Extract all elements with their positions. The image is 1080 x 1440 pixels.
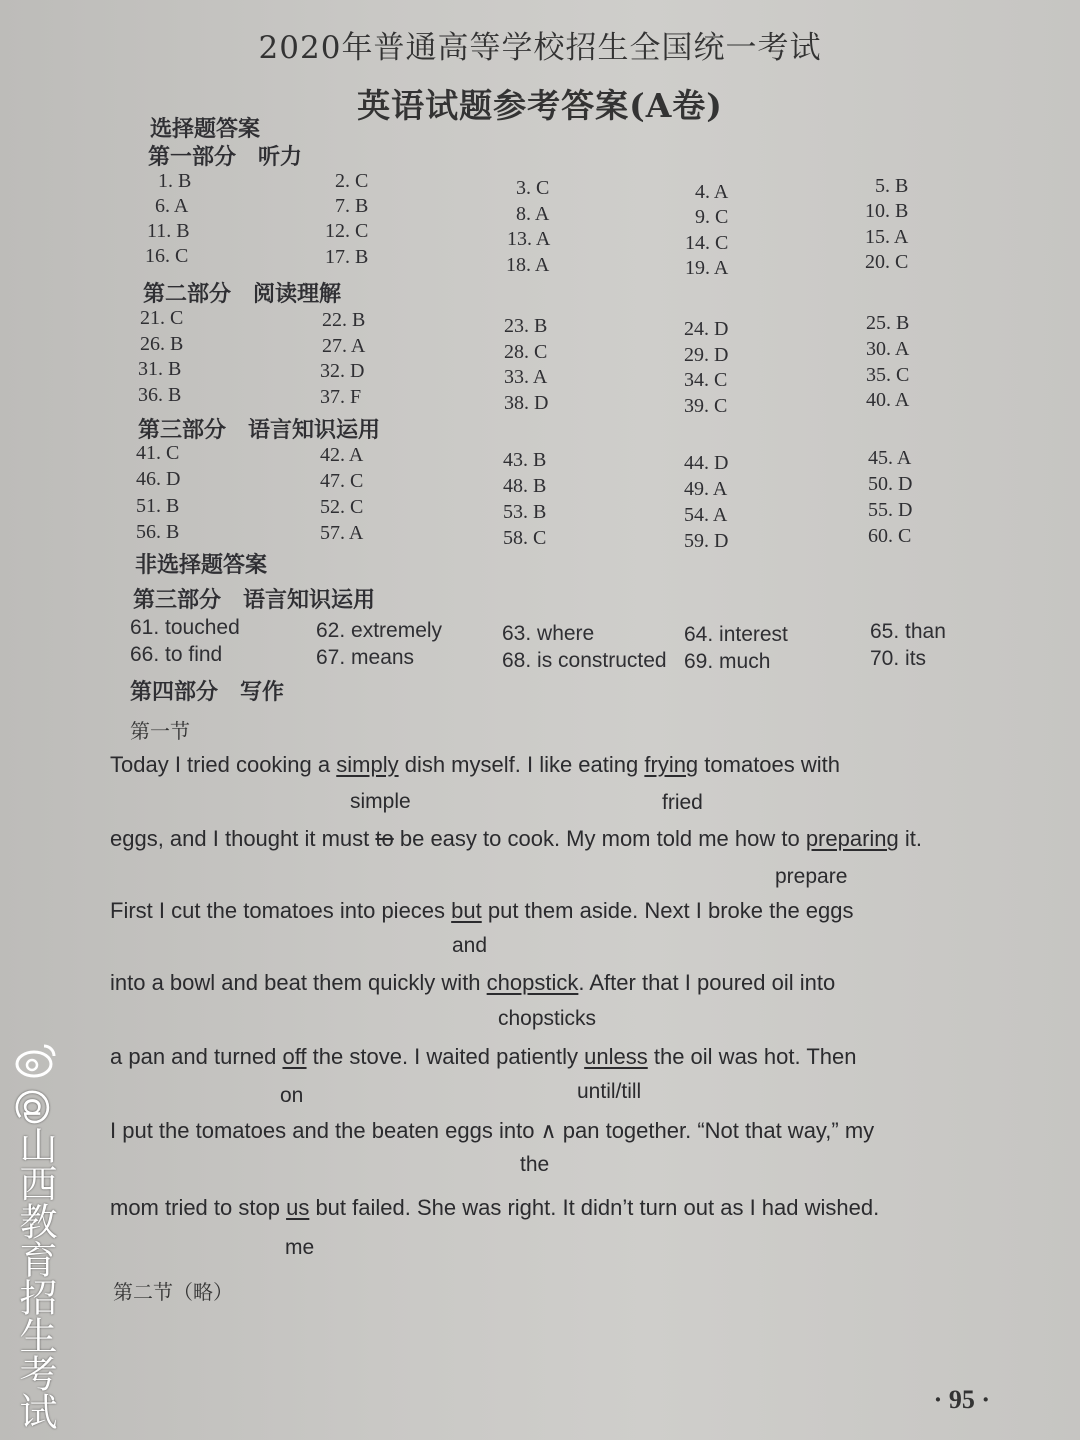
essay-text: . After that I poured oil into bbox=[578, 970, 836, 995]
error-word: but bbox=[451, 898, 482, 923]
answer-item: 24. D bbox=[684, 318, 729, 340]
essay-line-7 bbox=[110, 1195, 910, 1221]
answer-item: 45. A bbox=[868, 447, 912, 469]
essay-line-6 bbox=[110, 1118, 910, 1144]
correction: until/till bbox=[577, 1080, 642, 1103]
essay-text: tomatoes with bbox=[698, 752, 841, 777]
essay-line-3 bbox=[110, 898, 910, 924]
correction: prepare bbox=[775, 865, 848, 888]
part1-heading: 第一部分 听力 bbox=[148, 145, 303, 170]
answer-item: 63. where bbox=[502, 622, 595, 645]
answer-item: 68. is constructed bbox=[502, 649, 667, 672]
choice-heading: 选择题答案 bbox=[150, 117, 261, 142]
part2-heading: 第二部分 阅读理解 bbox=[143, 282, 342, 307]
answer-item: 51. B bbox=[136, 495, 180, 517]
answer-item: 33. A bbox=[504, 366, 548, 388]
answer-item: 53. B bbox=[503, 501, 547, 523]
answer-item: 52. C bbox=[320, 496, 364, 518]
error-word: simply bbox=[336, 752, 399, 777]
answer-item: 8. A bbox=[516, 203, 550, 225]
watermark-text: @山西教育招生考试 bbox=[13, 1088, 57, 1430]
correction: chopsticks bbox=[498, 1007, 597, 1030]
answer-item: 27. A bbox=[322, 335, 366, 357]
answer-item: 40. A bbox=[866, 389, 910, 411]
essay-line-4 bbox=[110, 970, 910, 996]
weibo-icon bbox=[14, 1040, 58, 1080]
answer-item: 20. C bbox=[865, 251, 909, 273]
essay-text: the stove. I waited patiently bbox=[306, 1044, 585, 1069]
answer-item: 57. A bbox=[320, 522, 364, 544]
page-number: · 95 · bbox=[933, 1385, 990, 1414]
answer-item: 42. A bbox=[320, 444, 364, 466]
section2-heading: 第二节（略） bbox=[113, 1280, 233, 1304]
insert-caret-icon: ∧ bbox=[540, 1118, 557, 1143]
answer-item: 14. C bbox=[685, 232, 729, 254]
answer-item: 39. C bbox=[684, 395, 728, 417]
error-word: off bbox=[282, 1044, 307, 1069]
correction: the bbox=[520, 1153, 550, 1176]
answer-item: 6. A bbox=[155, 195, 189, 217]
answer-item: 61. touched bbox=[130, 616, 240, 639]
answer-item: 18. A bbox=[506, 254, 550, 276]
answer-item: 54. A bbox=[684, 504, 728, 526]
answer-item: 7. B bbox=[335, 195, 369, 217]
answer-item: 25. B bbox=[866, 312, 910, 334]
correction: simple bbox=[350, 790, 411, 813]
correction: me bbox=[285, 1236, 315, 1259]
answer-item: 35. C bbox=[866, 364, 910, 386]
answer-item: 60. C bbox=[868, 525, 912, 547]
answer-item: 10. B bbox=[865, 200, 909, 222]
error-word: chopstick bbox=[486, 970, 579, 995]
exam-title: 2020年普通高等学校招生全国统一考试 bbox=[258, 30, 822, 66]
answer-item: 29. D bbox=[684, 344, 729, 366]
section1-heading: 第一节 bbox=[130, 719, 190, 743]
essay-line-5 bbox=[110, 1044, 910, 1070]
essay-text: but failed. She was right. It didn’t turn out as I had wished. bbox=[309, 1195, 880, 1220]
error-word: preparing bbox=[805, 826, 899, 851]
essay-text: into a bowl and beat them quickly with bbox=[110, 970, 487, 995]
essay-text: First I cut the tomatoes into pieces bbox=[110, 898, 452, 923]
essay-text: mom tried to stop bbox=[110, 1195, 287, 1220]
answer-item: 30. A bbox=[866, 338, 910, 360]
answer-item: 12. C bbox=[325, 220, 369, 242]
answer-item: 56. B bbox=[136, 521, 180, 543]
answer-item: 62. extremely bbox=[316, 619, 443, 642]
deleted-word: to bbox=[375, 826, 394, 851]
answer-item: 49. A bbox=[684, 478, 728, 500]
error-word: unless bbox=[584, 1044, 648, 1069]
answer-item: 4. A bbox=[695, 181, 729, 203]
answer-item: 67. means bbox=[316, 646, 415, 669]
essay-text: it. bbox=[898, 826, 922, 851]
answer-item: 16. C bbox=[145, 245, 189, 267]
answer-item: 41. C bbox=[136, 442, 180, 464]
answer-item: 31. B bbox=[138, 358, 182, 380]
essay-text: the oil was hot. Then bbox=[647, 1044, 857, 1069]
answer-item: 70. its bbox=[870, 647, 927, 670]
answer-item: 5. B bbox=[875, 175, 909, 197]
correction: on bbox=[280, 1084, 304, 1107]
essay-text: a pan and turned bbox=[110, 1044, 283, 1069]
answer-item: 2. C bbox=[335, 170, 369, 192]
answer-item: 34. C bbox=[684, 369, 728, 391]
correction: and bbox=[452, 934, 488, 957]
answer-item: 44. D bbox=[684, 452, 729, 474]
correction: fried bbox=[662, 791, 703, 814]
answer-item: 37. F bbox=[320, 386, 362, 408]
answer-item: 3. C bbox=[516, 177, 550, 199]
answer-item: 38. D bbox=[504, 392, 549, 414]
answer-item: 65. than bbox=[870, 620, 946, 643]
answer-item: 9. C bbox=[695, 206, 729, 228]
answer-item: 26. B bbox=[140, 333, 184, 355]
essay-line-2 bbox=[110, 826, 922, 852]
essay-text: dish myself. I like eating bbox=[398, 752, 645, 777]
answer-item: 50. D bbox=[868, 473, 913, 495]
answer-item: 59. D bbox=[684, 530, 729, 552]
answer-item: 32. D bbox=[320, 360, 365, 382]
answer-item: 19. A bbox=[685, 257, 729, 279]
essay-text: eggs, and I thought it must bbox=[110, 826, 376, 851]
essay-text: pan together. “Not that way,” my bbox=[556, 1118, 875, 1143]
answer-item: 48. B bbox=[503, 475, 547, 497]
essay-text: be easy to cook. My mom told me how to bbox=[393, 826, 806, 851]
essay-text: I put the tomatoes and the beaten eggs into bbox=[110, 1118, 541, 1143]
answer-item: 15. A bbox=[865, 226, 909, 248]
part3b-heading: 第三部分 语言知识运用 bbox=[133, 588, 376, 613]
answer-item: 43. B bbox=[503, 449, 547, 471]
answer-item: 21. C bbox=[140, 307, 184, 329]
answer-item: 23. B bbox=[504, 315, 548, 337]
answer-item: 66. to find bbox=[130, 643, 223, 666]
error-word: frying bbox=[644, 752, 699, 777]
essay-text: Today I tried cooking a bbox=[110, 752, 337, 777]
answer-item: 64. interest bbox=[684, 623, 788, 646]
answer-item: 69. much bbox=[684, 650, 771, 673]
answer-item: 55. D bbox=[868, 499, 913, 521]
answer-item: 28. C bbox=[504, 341, 548, 363]
answer-item: 13. A bbox=[507, 228, 551, 250]
answer-item: 47. C bbox=[320, 470, 364, 492]
answer-item: 58. C bbox=[503, 527, 547, 549]
answer-key-title: 英语试题参考答案(A卷) bbox=[357, 86, 723, 125]
answer-item: 11. B bbox=[147, 220, 190, 242]
error-word: us bbox=[286, 1195, 310, 1220]
essay-text: put them aside. Next I broke the eggs bbox=[481, 898, 854, 923]
part4-heading: 第四部分 写作 bbox=[130, 680, 285, 705]
nonchoice-heading: 非选择题答案 bbox=[135, 553, 268, 578]
answer-item: 22. B bbox=[322, 309, 366, 331]
answer-item: 1. B bbox=[158, 170, 192, 192]
essay-line-1 bbox=[110, 752, 910, 778]
answer-item: 17. B bbox=[325, 246, 369, 268]
answer-item: 46. D bbox=[136, 468, 181, 490]
part3-heading: 第三部分 语言知识运用 bbox=[138, 418, 381, 443]
answer-item: 36. B bbox=[138, 384, 182, 406]
